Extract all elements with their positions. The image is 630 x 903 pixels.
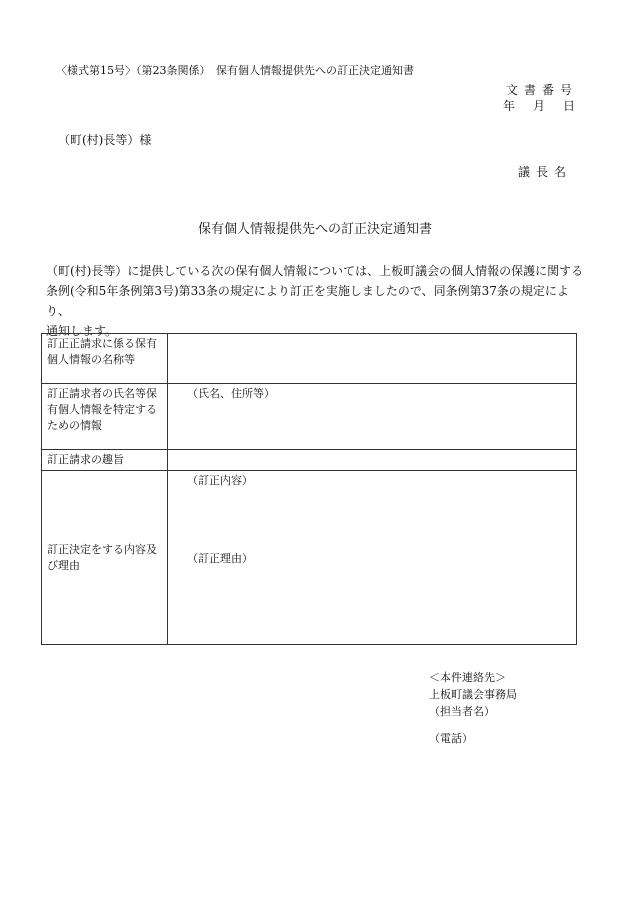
contact-office: 上板町議会事務局 (429, 688, 517, 701)
body-line: 条例(令和5年条例第3号)第33条の規定により訂正を実施しましたので、同条例第37条の規定により、 (46, 284, 569, 318)
document-number: 文書番号 (505, 83, 578, 97)
table-label-cell: 訂正請求の趣旨 (42, 450, 168, 471)
table-value-cell (168, 450, 577, 471)
table-row (42, 334, 577, 384)
field-note: （氏名、住所等） (187, 387, 275, 400)
document-date: 年 月 日 (502, 99, 578, 113)
table-value-cell (168, 471, 577, 645)
body-line: 通知します。 (46, 324, 118, 338)
sender-name: 議長名 (517, 165, 572, 179)
table-label-cell: 訂正正請求に係る保有個人情報の名称等 (42, 334, 168, 384)
table-label-cell: 訂正決定をする内容及び理由 (42, 471, 168, 645)
table-row (42, 450, 577, 471)
table-label-cell: 訂正請求者の氏名等保有個人情報を特定するための情報 (42, 384, 168, 450)
contact-heading: ＜本件連絡先＞ (429, 671, 506, 684)
table-value-cell (168, 334, 577, 384)
table-row (42, 471, 577, 645)
body-paragraph (46, 261, 586, 341)
body-line: （町(村)長等）に提供している次の保有個人情報については、上板町議会の個人情報の保護に関する (46, 264, 584, 278)
spacer (429, 720, 517, 730)
contact-block (429, 669, 517, 747)
field-note: （訂正理由） (187, 552, 253, 565)
field-note: （訂正内容） (187, 474, 253, 487)
spacer (173, 489, 571, 551)
table-value-cell (168, 384, 577, 450)
contact-phone: （電話） (429, 732, 473, 745)
form-reference: 〈様式第15号〉（第23条関係） 保有個人情報提供先への訂正決定通知書 (56, 64, 414, 77)
addressee: （町(村)長等）様 (58, 133, 152, 147)
notification-table (41, 333, 577, 645)
table-row (42, 384, 577, 450)
contact-person: （担当者名） (429, 705, 495, 718)
page-title: 保有個人情報提供先への訂正決定通知書 (197, 222, 432, 237)
